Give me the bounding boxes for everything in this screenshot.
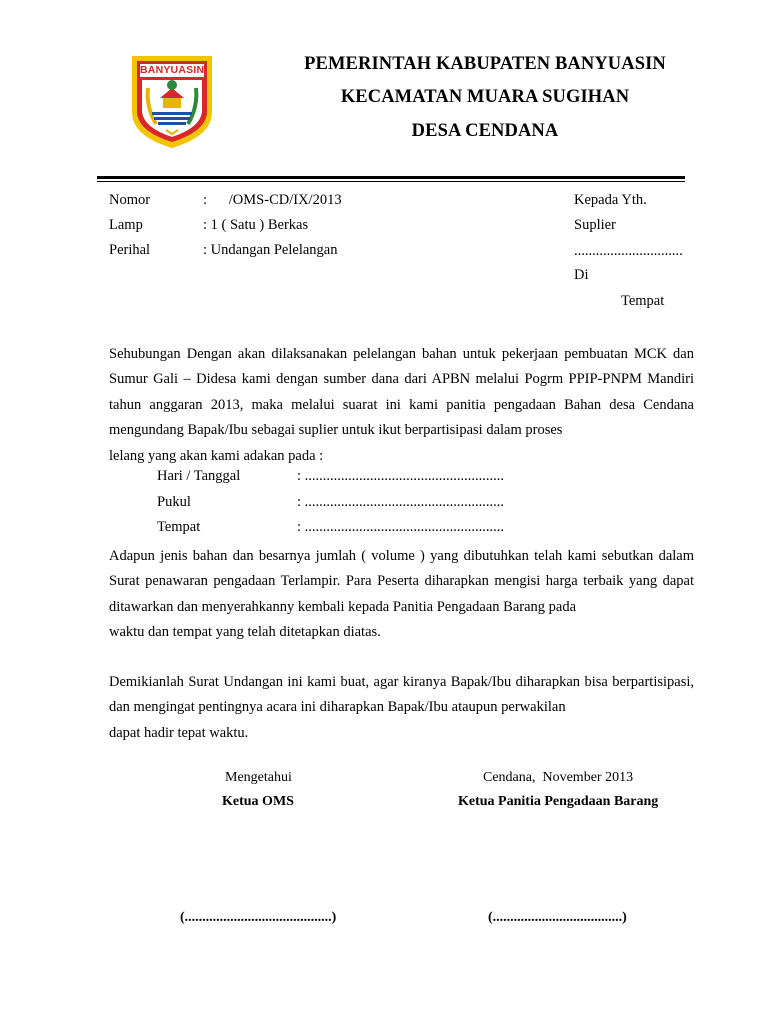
recipient-blank: ..............................: [574, 243, 683, 259]
signature-right-date: Cendana, November 2013: [483, 770, 634, 785]
recipient-salutation: Kepada Yth.: [574, 192, 647, 208]
schedule-time-value: : .......................................................: [297, 494, 505, 510]
lamp-label: Lamp: [109, 217, 143, 233]
schedule-time-label: Pukul: [157, 494, 191, 510]
schedule-day-value: : .......................................................: [297, 468, 505, 484]
header-divider-thick: [97, 176, 685, 179]
banyuasin-logo: [128, 52, 216, 150]
schedule-place-label: Tempat: [157, 519, 201, 535]
header-divider-thin: [97, 181, 685, 182]
lamp-value: : 1 ( Satu ) Berkas: [203, 217, 309, 233]
schedule-day-label: Hari / Tanggal: [157, 468, 241, 484]
schedule-place-value: : .......................................................: [297, 519, 505, 535]
recipient-di: Di: [574, 267, 589, 283]
body-paragraph-2: [109, 544, 694, 646]
recipient-place: Tempat: [621, 293, 665, 309]
nomor-value: : /OMS-CD/IX/2013: [203, 192, 342, 208]
logo-text: BANYUASIN: [140, 64, 205, 76]
header-government: PEMERINTAH KABUPATEN BANYUASIN: [304, 54, 666, 74]
signature-right-title: Ketua Panitia Pengadaan Barang: [458, 794, 659, 809]
body-paragraph-2-last-line: waktu dan tempat yang telah ditetapkan diatas.: [109, 624, 381, 641]
recipient-name: Suplier: [574, 217, 616, 233]
body-paragraph-3-last-line: dapat hadir tepat waktu.: [109, 724, 249, 741]
signature-right-name: (.....................................): [488, 910, 627, 925]
perihal-value: : Undangan Pelelangan: [203, 242, 338, 258]
body-paragraph-3: [109, 670, 694, 746]
signature-left-title: Ketua OMS: [222, 794, 294, 809]
header-district: KECAMATAN MUARA SUGIHAN: [340, 87, 630, 107]
body-paragraph-1-text: Sehubungan Dengan akan dilaksanakan pelelangan bahan untuk pekerjaan pembuatan MCK dan Sumur Gali – Didesa kami dengan sumber dana dari APBN melalui Pogrm PPIP-PNPM Mandiri tahun anggaran 2013, maka melalui suarat ini kami panitia pengadaan Bahan desa Cendana mengundang Bapak/Ibu sebagai suplier untuk ikut berpartisipasi dalam proses: [109, 346, 694, 439]
body-paragraph-2-text: Adapun jenis bahan dan besarnya jumlah ( volume ) yang dibutuhkan telah kami sebutkan dalam Surat penawaran pengadaan Terlampir. Para Peserta diharapkan mengisi harga terbaik yang dapat ditawarkan dan menyerahkanny kembali kepada Panitia Pengadaan Barang pada: [109, 548, 694, 615]
perihal-label: Perihal: [109, 242, 151, 258]
signature-left-caption: Mengetahui: [225, 770, 292, 785]
body-paragraph-1: [109, 342, 694, 469]
nomor-label: Nomor: [109, 192, 151, 208]
signature-left-name: (..........................................): [180, 910, 337, 925]
body-paragraph-1-last-line: lelang yang akan kami adakan pada :: [109, 447, 324, 464]
body-paragraph-3-text: Demikianlah Surat Undangan ini kami buat, agar kiranya Bapak/Ibu diharapkan bisa berpartisipasi, dan mengingat pentingnya acara ini diharapkan Bapak/Ibu ataupun perwakilan: [109, 674, 694, 716]
header-village: DESA CENDANA: [411, 121, 559, 141]
